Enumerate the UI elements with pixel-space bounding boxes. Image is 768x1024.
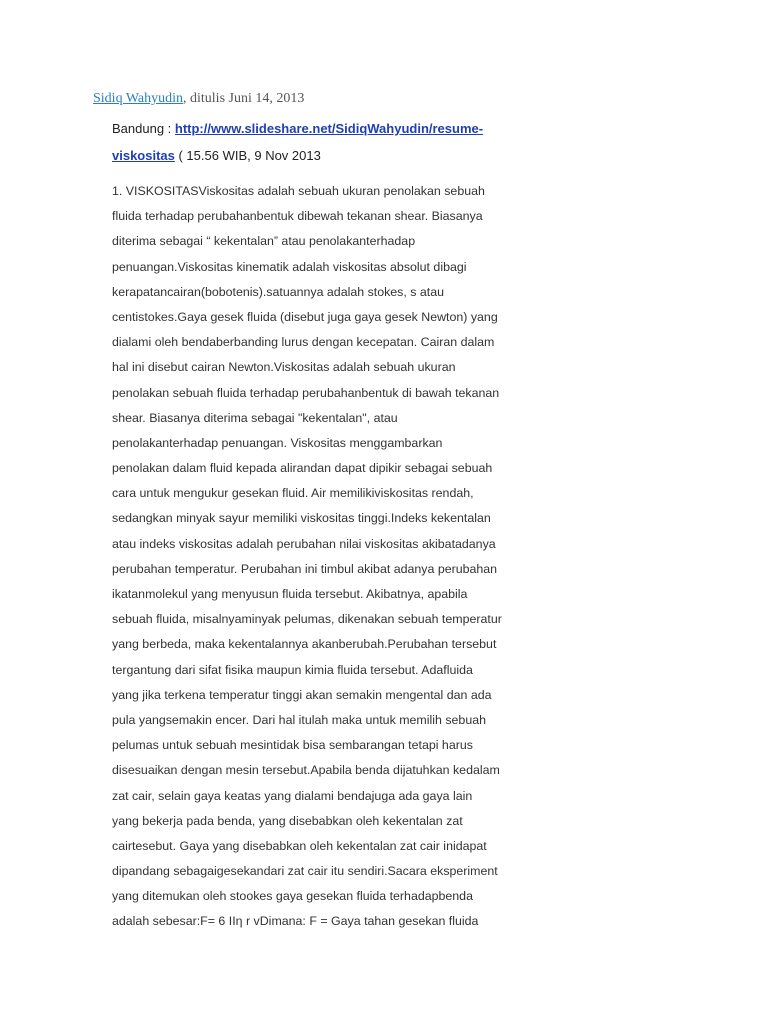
body-line: kerapatancairan(bobotenis).satuannya adalah stokes, s atau [112,284,445,299]
body-line: sebuah fluida, misalnyaminyak pelumas, dikenakan sebuah temperatur [112,612,502,627]
body-line: 1. VISKOSITASViskositas adalah sebuah ukuran penolakan sebuah [112,184,485,198]
body-line: penolakan sebuah fluida terhadap perubahanbentuk di bawah tekanan [112,385,500,400]
body-line: sedangkan minyak sayur memiliki viskositas tinggi.Indeks kekentalan [112,511,491,526]
body-line: disesuaikan dengan mesin tersebut.Apabila benda dijatuhkan kedalam [112,763,500,778]
body-line: yang ditemukan oleh stookes gaya gesekan fluida terhadapbenda [112,889,473,904]
body-line: yang jika terkena temperatur tinggi akan semakin mengental dan ada [112,687,492,702]
body-line: yang bekerja pada benda, yang disebabkan oleh kekentalan zat [112,813,463,828]
source-line [112,115,532,169]
source-url-link-part2[interactable]: viskositas [112,148,175,163]
body-line: fluida terhadap perubahanbentuk dibewah tekanan shear. Biasanya [112,209,483,224]
body-line: penolakanterhadap penuangan. Viskositas menggambarkan [112,435,443,450]
byline [93,91,304,107]
body-text [112,179,512,935]
body-line: perubahan temperatur. Perubahan ini timbul akibat adanya perubahan [112,561,498,576]
source-timestamp: ( 15.56 WIB, 9 Nov 2013 [174,148,321,163]
body-line: cairtesebut. Gaya yang disebabkan oleh kekentalan zat cair inidapat [112,838,487,853]
body-line: ikatanmolekul yang menyusun fluida tersebut. Akibatnya, apabila [112,587,468,601]
body-line: zat cair, selain gaya keatas yang dialami bendajuga ada gaya lain [112,788,473,803]
body-line: penuangan.Viskositas kinematik adalah viskositas absolut dibagi [112,259,467,274]
body-line: yang berbeda, maka kekentalannya akanberubah.Perubahan tersebut [112,637,497,652]
byline-date: , ditulis Juni 14, 2013 [183,91,305,106]
body-line: dialami oleh bendaberbanding lurus dengan kecepatan. Cairan dalam [112,335,495,350]
body-line: adalah sebesar:F= 6 IIη r vDimana: F = Gaya tahan gesekan fluida [112,914,479,929]
body-line: tergantung dari sifat fisika maupun kimia fluida tersebut. Adafluida [112,662,473,677]
body-line: dipandang sebagaigesekandari zat cair itu sendiri.Sacara eksperiment [112,864,498,879]
author-link[interactable]: Sidiq Wahyudin [93,91,184,106]
body-line: centistokes.Gaya gesek fluida (disebut juga gaya gesek Newton) yang [112,309,498,324]
body-line: shear. Biasanya diterima sebagai "kekentalan", atau [112,410,398,425]
body-line: pula yangsemakin encer. Dari hal itulah maka untuk memilih sebuah [112,712,486,727]
body-line: diterima sebagai “ kekentalan” atau penolakanterhadap [112,234,416,249]
body-line: penolakan dalam fluid kepada alirandan dapat dipikir sebagai sebuah [112,461,493,476]
body-line: pelumas untuk sebuah mesintidak bisa sembarangan tetapi harus [112,738,473,753]
body-line: atau indeks viskositas adalah perubahan nilai viskositas akibatadanya [112,536,496,551]
body-line: hal ini disebut cairan Newton.Viskositas adalah sebuah ukuran [112,360,456,375]
body-line: cara untuk mengukur gesekan fluid. Air memilikiviskositas rendah, [112,486,474,501]
source-label: Bandung : [112,121,175,136]
source-url-link-part1[interactable]: http://www.slideshare.net/SidiqWahyudin/resume- [174,121,484,136]
